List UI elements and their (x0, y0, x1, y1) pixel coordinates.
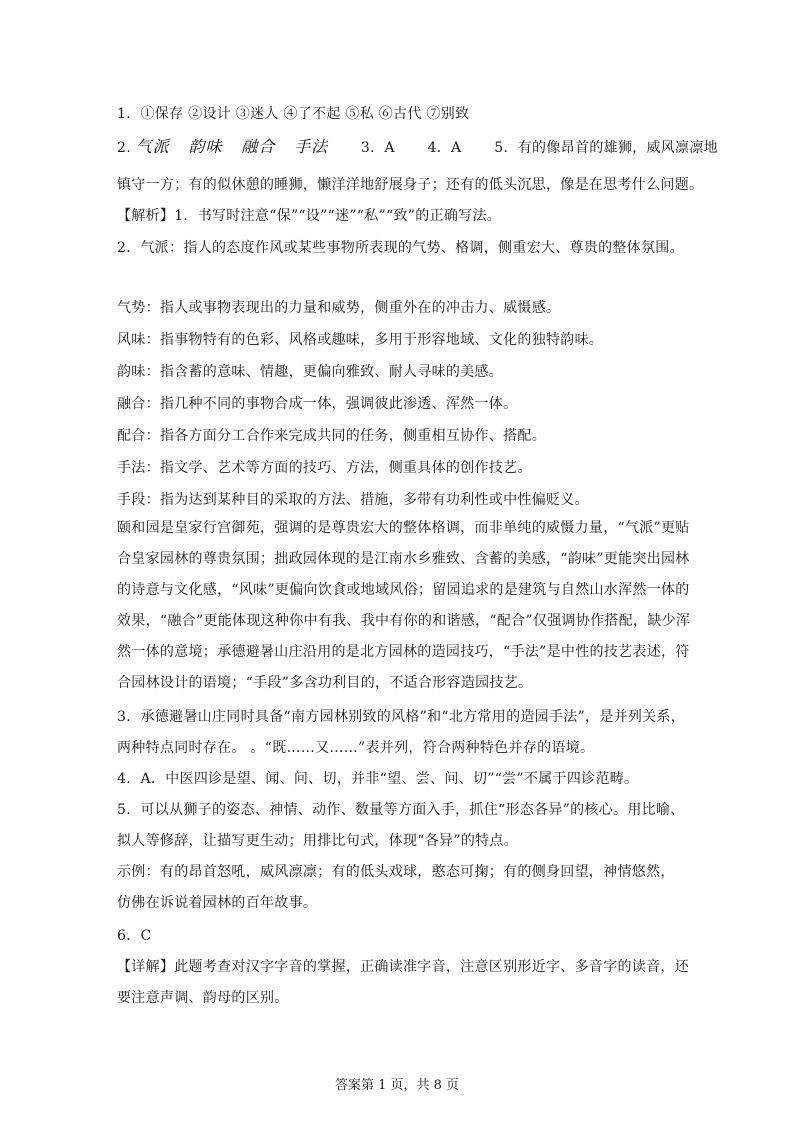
text-line: 两种特点同时存在。 。“既……又……”表并列，符合两种特色并存的语境。 (117, 740, 595, 756)
definition-line: 手段：指为达到某种目的采取的方法、措施，多带有功利性或中性偏贬义。 (117, 492, 589, 508)
explanation-line: 【详解】此题考查对汉字字音的掌握，正确读准字音，注意区别形近字、多音字的读音，还 (117, 959, 689, 975)
text-line: 合园林设计的语境；“手段”多含功利目的，不适合形容造园技艺。 (117, 675, 533, 691)
answer-4: 4．A (427, 140, 462, 156)
text-line: 镇守一方；有的似休憩的睡狮，懒洋洋地舒展身子；还有的低头沉思，像是在思考什么问题。 (117, 177, 704, 193)
text-line: 效果，“融合”更能体现这种你中有我、我中有你的和谐感，“配合”仅强调协作搭配，缺少浑 (117, 613, 691, 629)
text-line: 5．可以从狮子的姿态、神情、动作、数量等方面入手，抓住“形态各异”的核心。用比喻、 (117, 802, 685, 818)
definition-line: 风味：指事物特有的色彩、风格或趣味，多用于形容地域、文化的独特韵味。 (117, 332, 604, 348)
answer-2-to-5 (117, 137, 718, 158)
text-line: 合皇家园林的尊贵氛围；拙政园体现的是江南水乡雅致、含蓄的美感，“韵味”更能突出园林 (117, 551, 690, 567)
analysis-heading-line: 【解析】1．书写时注意“保”“设”“迷”“私”“致”的正确写法。 (117, 208, 502, 224)
text-line: 4．A．中医四诊是望、闻、问、切，并非“望、尝、问、切”“尝”不属于四诊范畴。 (117, 771, 639, 787)
answer-5-start: 5．有的像昂首的雄狮，威风凛凛地 (494, 140, 718, 156)
text-line: 3．承德避暑山庄同时具备“南方园林别致的风格”和“北方常用的造园手法”，是并列关系， (117, 709, 686, 725)
handwritten-answer-1: 气派 (135, 137, 170, 156)
text-line: 然一体的意境；承德避暑山庄沿用的是北方园林的造园技巧，“手法”是中性的技艺表述，符 (117, 644, 690, 660)
definition-line: 韵味：指含蓄的意味、情趣，更偏向雅致、耐人寻味的美感。 (117, 364, 504, 380)
answer-2-number: 2. (117, 140, 131, 156)
definition-line: 配合：指各方面分工合作来完成共同的任务，侧重相互协作、搭配。 (117, 428, 546, 444)
handwritten-answer-2: 韵味 (188, 137, 223, 156)
handwritten-answer-4: 手法 (294, 137, 329, 156)
explanation-line: 要注意声调、韵母的区别。 (117, 990, 289, 1006)
answer-6: 6．C (117, 928, 152, 944)
text-line: 2．气派：指人的态度作风或某些事物所表现的气势、格调，侧重宏大、尊贵的整体氛围。 (117, 240, 684, 256)
page-footer: 答案第 1 页，共 8 页 (334, 1078, 460, 1093)
handwritten-answer-3: 融合 (241, 137, 276, 156)
text-line: 的诗意与文化感，“风味”更偏向饮食或地域风俗；留园追求的是建筑与自然山水浑然一体的 (117, 582, 690, 598)
definition-line: 气势：指人或事物表现出的力量和威势，侧重外在的冲击力、威慑感。 (117, 300, 561, 316)
answer-3: 3．A (360, 140, 395, 156)
text-line: 拟人等修辞，让描写更生动；用排比句式，体现“各异”的特点。 (117, 833, 519, 849)
definition-line: 融合：指几种不同的事物合成一体，强调彼此渗透、浑然一体。 (117, 396, 518, 412)
definition-line: 手法：指文学、艺术等方面的技巧、方法，侧重具体的创作技艺。 (117, 460, 532, 476)
example-line: 仿佛在诉说着园林的百年故事。 (117, 895, 318, 911)
answer-1: 1．①保存 ②设计 ③迷人 ④了不起 ⑤私 ⑥古代 ⑦别致 (117, 106, 470, 122)
example-line: 示例：有的昂首怒吼，威风凛凛；有的低头戏球，憨态可掬；有的侧身回望，神情悠然， (117, 864, 675, 880)
text-line: 颐和园是皇家行宫御苑，强调的是尊贵宏大的整体格调，而非单纯的威慑力量，“气派”更贴 (117, 520, 690, 536)
